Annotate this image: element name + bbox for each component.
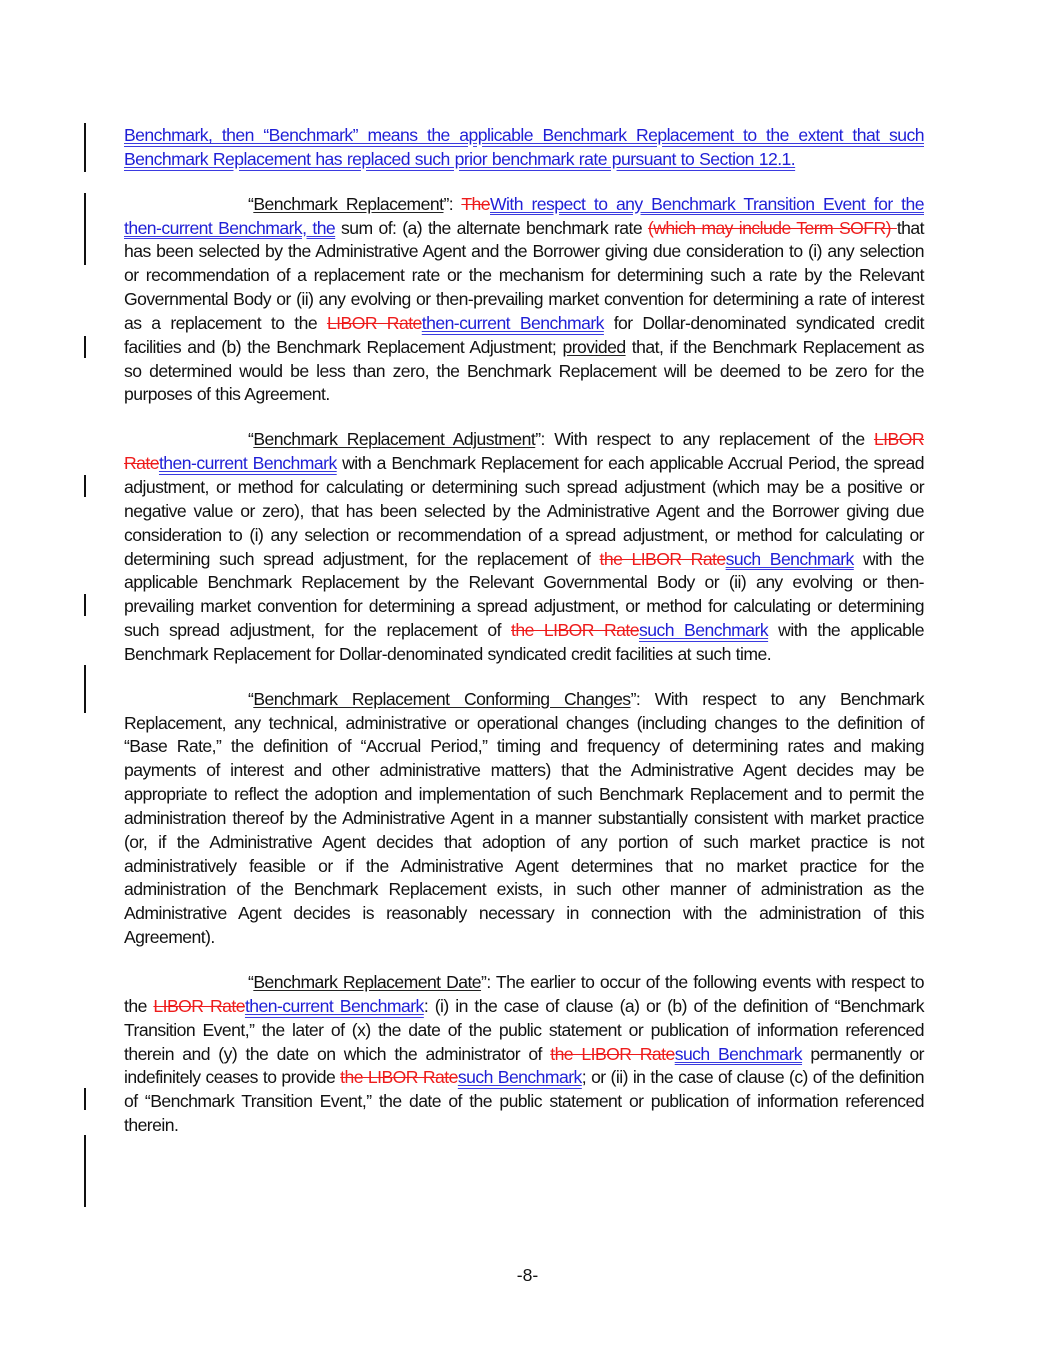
- deleted-text: LIBOR Rate: [326, 312, 422, 333]
- deleted-text: the LIBOR Rate: [340, 1067, 458, 1088]
- document-page: [124, 124, 924, 1159]
- revision-bar: [84, 1088, 86, 1110]
- revision-bar: [84, 475, 86, 497]
- body-text: ”: The earlier to occur of the following events with respect to the: [124, 972, 924, 1016]
- inserted-text: such Benchmark: [457, 1067, 582, 1088]
- inserted-text: such Benchmark: [674, 1043, 803, 1064]
- paragraph-continuation: [124, 124, 924, 172]
- page-number: -8-: [516, 1265, 539, 1285]
- revision-bar: [84, 123, 86, 172]
- deleted-text: (which may include Term SOFR): [647, 217, 897, 238]
- body-text: with the applicable Benchmark Replacement by the Relevant Governmental Body or (ii) any evolving or then-prevailing market convention for determining a spread adjustment, or method for calculating or determining such spread adjustment, for the replacement of: [124, 548, 924, 641]
- deleted-text: the LIBOR Rate: [550, 1043, 675, 1064]
- deleted-text: the LIBOR Rate: [599, 548, 726, 569]
- body-text: permanently or indefinitely ceases to provide: [124, 1043, 924, 1088]
- revision-bar: [84, 1135, 86, 1207]
- deleted-text: LIBOR Rate: [153, 995, 245, 1016]
- revision-bar: [84, 594, 86, 616]
- revision-bar: [84, 336, 86, 358]
- body-text: ; or (ii) in the case of clause (c) of the definition of “Benchmark Transition Event,” the date of the public statement or publication of information referenced therein.: [124, 1067, 924, 1136]
- body-text: “: [248, 972, 254, 992]
- defined-term: provided: [562, 336, 626, 357]
- defined-term: Benchmark Replacement: [253, 193, 444, 214]
- definition-benchmark-replacement-date: [124, 971, 924, 1138]
- revision-bar: [84, 665, 86, 713]
- body-text: for Dollar-denominated syndicated credit facilities and (b) the Benchmark Replacement Adjustment;: [124, 312, 924, 357]
- inserted-text: With respect to any Benchmark Transition Event for the then-current Benchmark, the: [124, 193, 924, 238]
- body-text: that has been selected by the Administrative Agent and the Borrower giving due consideration to (i) any selection or recommendation of a replacement rate or the mechanism for determining such a rate by the Relevant Governmental Body or (ii) any evolving or then-prevailing market convention for determining a rate of interest as a replacement to the: [124, 217, 924, 333]
- inserted-text: then-current Benchmark: [244, 995, 424, 1016]
- deleted-text: The: [461, 193, 490, 214]
- body-text: that, if the Benchmark Replacement as so determined would be less than zero, the Benchmark Replacement will be deemed to be zero for the purposes of this Agreement.: [124, 336, 924, 405]
- defined-term: Benchmark Replacement Date: [253, 972, 482, 992]
- revision-bar: [84, 193, 86, 265]
- body-text: with a Benchmark Replacement for each applicable Accrual Period, the spread adjustment, or method for calculating or determining such spread adjustment (which may be a positive or negative value or zero), that has been selected by the Administrative Agent and the Borrower giving due consideration to (i) any selection or recommendation of a spread adjustment, or method for calculating or determining such spread adjustment, for the replacement of: [124, 453, 925, 569]
- deleted-text: the LIBOR Rate: [511, 620, 639, 641]
- definition-benchmark-replacement-conforming-changes: [124, 688, 924, 950]
- inserted-text: then-current Benchmark: [421, 312, 604, 333]
- inserted-text: Benchmark, then “Benchmark” means the applicable Benchmark Replacement to the extent that such Benchmark Replacement has replaced such prior benchmark rate pursuant to Section 12.1.: [124, 125, 924, 169]
- body-text: ”: With respect to any replacement of the: [535, 429, 874, 450]
- deleted-text: LIBOR Rate: [124, 429, 924, 474]
- inserted-text: then-current Benchmark: [158, 453, 337, 474]
- inserted-text: such Benchmark: [725, 548, 854, 569]
- definition-benchmark-replacement: [124, 193, 924, 408]
- body-text: “: [248, 193, 254, 214]
- definition-benchmark-replacement-adjustment: [124, 428, 924, 666]
- defined-term: Benchmark Replacement Adjustment: [253, 429, 536, 450]
- body-text: “: [248, 429, 254, 450]
- defined-term: Benchmark Replacement Conforming Changes: [253, 688, 631, 709]
- body-text: “: [248, 688, 254, 709]
- body-text: ”: With respect to any Benchmark Replacement, any technical, administrative or operational changes (including changes to the definition of “Base Rate,” the definition of “Accrual Period,” timing and frequency of determining rates and making payments of interest and other administrative matters) that the Administrative Agent decides may be appropriate to reflect the adoption and implementation of such Benchmark Replacement and to permit the administration thereof by the Administrative Agent in a manner substantially consistent with market practice (or, if the Administrative Agent decides that adoption of any portion of such market practice is not administratively feasible or if the Administrative Agent determines that no market practice for the administration of the Benchmark Replacement exists, in such other manner of administration as the Administrative Agent decides is reasonably necessary in connection with the administration of this Agreement).: [124, 688, 924, 948]
- body-text: : (i) in the case of clause (a) or (b) of the definition of “Benchmark Transition Event,” the later of (x) the date of the public statement or publication of information referenced therein and (y) the date on which the administrator of: [124, 995, 924, 1064]
- body-text: with the applicable Benchmark Replacement for Dollar-denominated syndicated credit facilities at such time.: [124, 620, 924, 664]
- inserted-text: such Benchmark: [639, 620, 769, 641]
- body-text: sum of: (a) the alternate benchmark rate: [335, 217, 648, 238]
- body-text: ”:: [443, 193, 462, 214]
